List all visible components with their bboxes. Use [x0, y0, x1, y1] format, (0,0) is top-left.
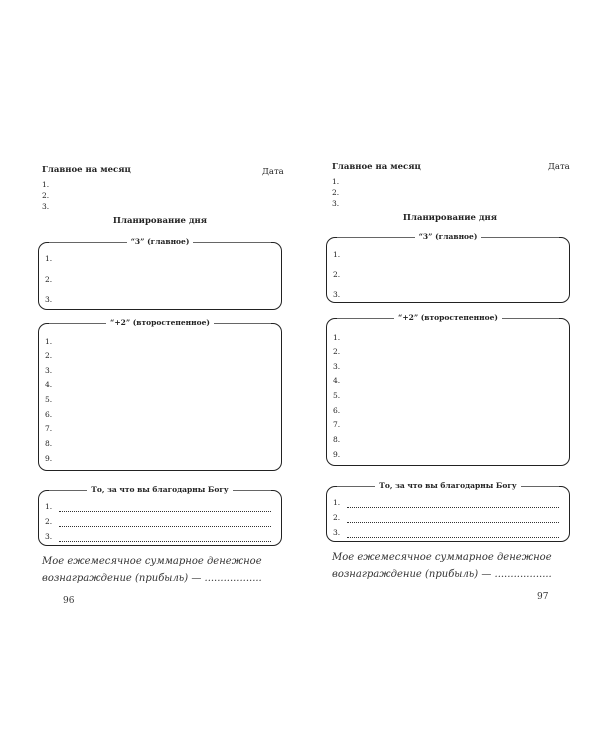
secondary-box: [326, 313, 570, 466]
list-item: 9.: [45, 454, 53, 463]
dotted-line: [59, 541, 271, 542]
list-item: 5.: [45, 395, 53, 404]
list-item: 3.: [45, 295, 53, 304]
month-item: 1.: [42, 180, 50, 189]
list-item: 7.: [333, 420, 341, 429]
gratitude-box: [38, 485, 282, 546]
dotted-line: [59, 511, 271, 512]
list-item: 3.: [333, 362, 341, 371]
list-item: 4.: [45, 380, 53, 389]
dotted-line: [347, 537, 559, 538]
dotted-line: [59, 526, 271, 527]
list-item: 1.: [45, 502, 53, 511]
list-item: 9.: [333, 450, 341, 459]
dotted-line: [347, 507, 559, 508]
closing-line-1: Мое ежемесячное суммарное денежное: [42, 556, 262, 567]
month-item: 2.: [332, 188, 340, 197]
list-item: 6.: [45, 410, 53, 419]
secondary-legend: “+2” (второстепенное): [327, 313, 569, 323]
list-item: 1.: [333, 250, 341, 259]
list-item: 2.: [333, 270, 341, 279]
page-number: 96: [63, 596, 75, 606]
list-item: 1.: [45, 254, 53, 263]
main-three-box: [326, 232, 570, 303]
main-three-legend: “3” (главное): [39, 237, 281, 247]
month-item: 2.: [42, 191, 50, 200]
gratitude-legend: То, за что вы благодарны Богу: [327, 481, 569, 491]
list-item: 3.: [45, 532, 53, 541]
closing-line-2: вознаграждение (прибыль) — ..................: [332, 569, 552, 580]
month-item: 1.: [332, 177, 340, 186]
list-item: 2.: [45, 275, 53, 284]
list-item: 2.: [333, 347, 341, 356]
list-item: 8.: [333, 435, 341, 444]
secondary-box: [38, 318, 282, 471]
date-label: Дата: [548, 162, 570, 172]
list-item: 3.: [333, 290, 341, 299]
list-item: 3.: [333, 528, 341, 537]
main-month-title: Главное на месяц: [42, 165, 131, 175]
list-item: 4.: [333, 376, 341, 385]
main-three-box: [38, 237, 282, 310]
list-item: 1.: [333, 333, 341, 342]
gratitude-legend: То, за что вы благодарны Богу: [39, 485, 281, 495]
list-item: 8.: [45, 439, 53, 448]
day-plan-title: Планирование дня: [112, 216, 208, 226]
list-item: 5.: [333, 391, 341, 400]
list-item: 1.: [45, 337, 53, 346]
closing-line-2: вознаграждение (прибыль) — ..................: [42, 573, 262, 584]
day-plan-title: Планирование дня: [402, 213, 498, 223]
list-item: 2.: [45, 517, 53, 526]
gratitude-box: [326, 481, 570, 542]
list-item: 2.: [45, 351, 53, 360]
list-item: 2.: [333, 513, 341, 522]
list-item: 3.: [45, 366, 53, 375]
right-page: [300, 0, 600, 750]
closing-line-1: Мое ежемесячное суммарное денежное: [332, 552, 552, 563]
month-item: 3.: [42, 202, 50, 211]
secondary-legend: “+2” (второстепенное): [39, 318, 281, 328]
date-label: Дата: [262, 167, 284, 177]
main-three-legend: “3” (главное): [327, 232, 569, 242]
page-number: 97: [537, 592, 549, 602]
main-month-title: Главное на месяц: [332, 162, 421, 172]
list-item: 7.: [45, 424, 53, 433]
dotted-line: [347, 522, 559, 523]
month-item: 3.: [332, 199, 340, 208]
list-item: 6.: [333, 406, 341, 415]
list-item: 1.: [333, 498, 341, 507]
